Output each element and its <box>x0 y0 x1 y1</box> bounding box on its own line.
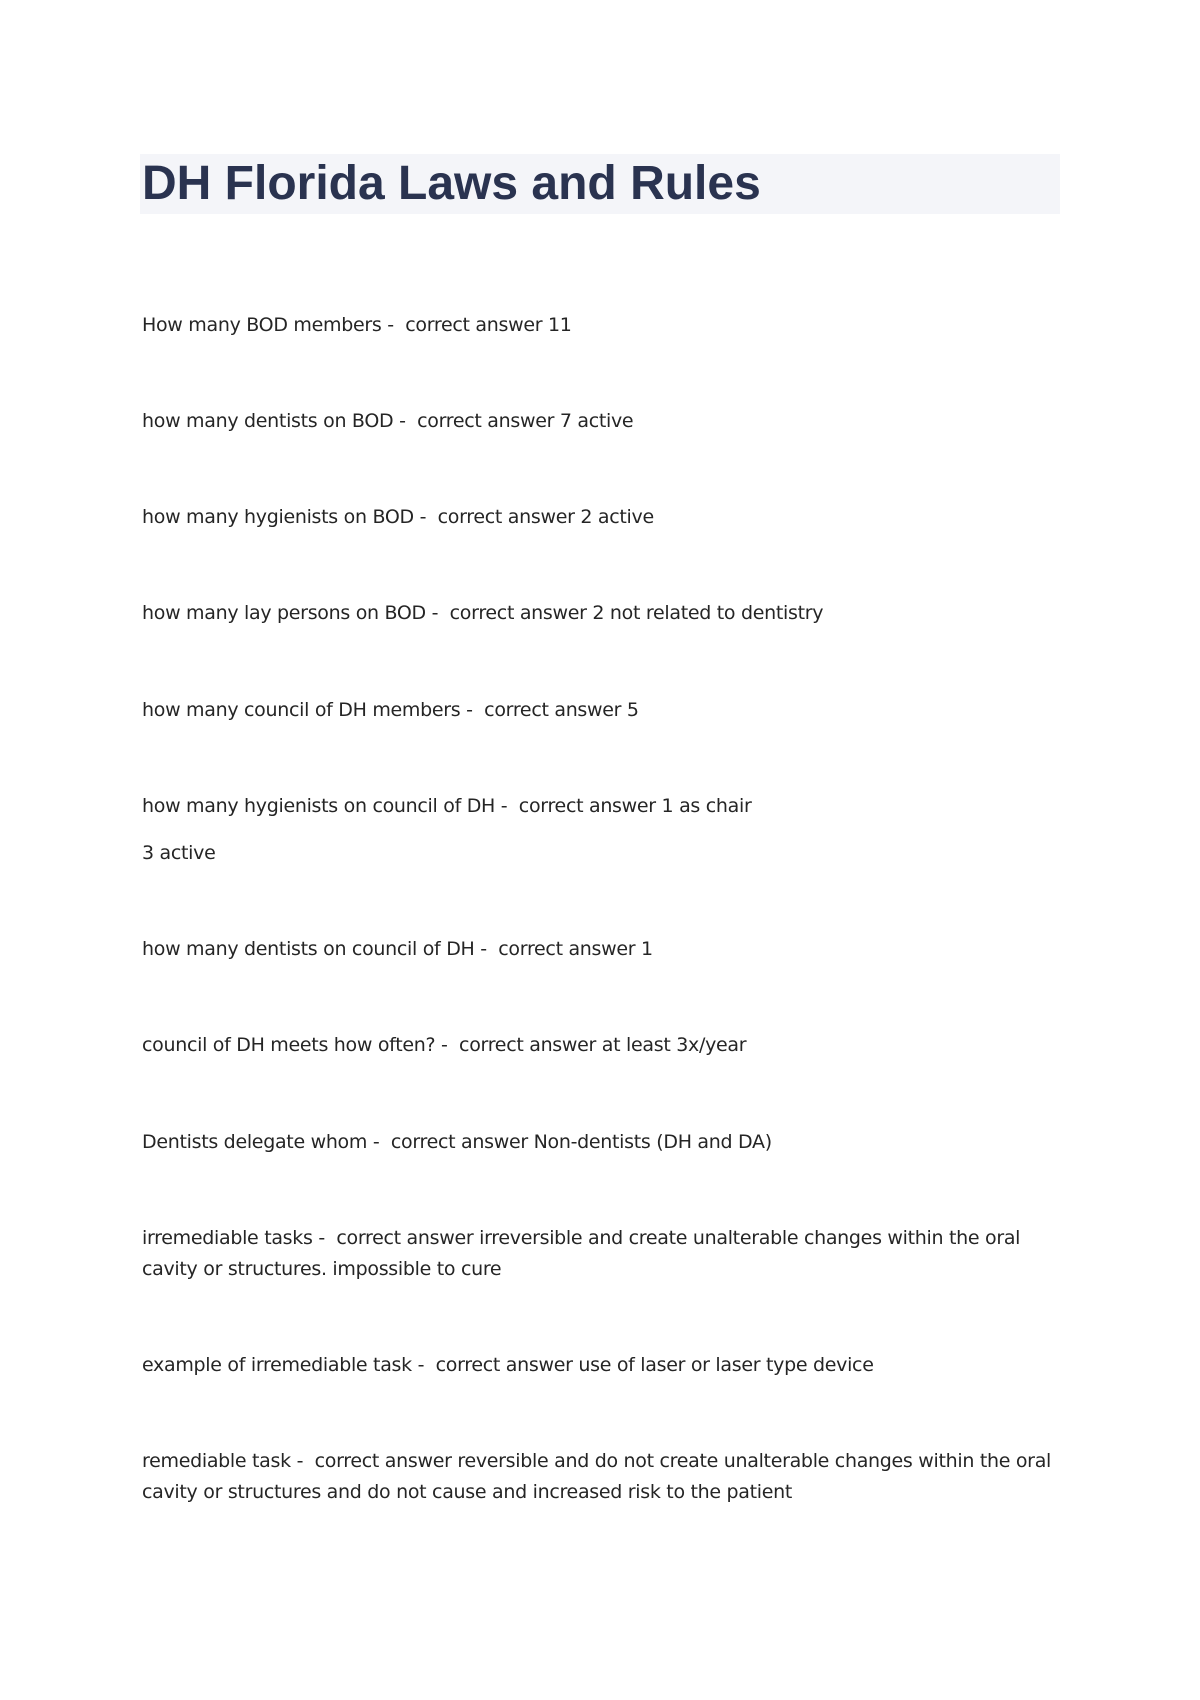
qa-answer: irreversible and create unalterable changes within the oral cavity or structures. impossible to cure <box>142 1227 1021 1280</box>
qa-item <box>142 502 1062 533</box>
qa-question: remediable task <box>142 1450 291 1472</box>
qa-separator: - correct answer <box>381 314 548 336</box>
qa-separator: - correct answer <box>413 506 581 528</box>
qa-separator: - correct answer <box>393 410 560 432</box>
qa-item <box>142 791 1062 869</box>
qa-answer: 1 as chair <box>661 795 752 817</box>
qa-item <box>142 1127 1062 1158</box>
qa-item <box>142 934 1062 965</box>
qa-answer: 2 active <box>580 506 654 528</box>
qa-question: how many council of DH members <box>142 699 461 721</box>
qa-item <box>142 598 1062 629</box>
qa-answer: 1 <box>641 938 653 960</box>
qa-answer-continuation: 3 active <box>142 842 216 864</box>
qa-question: how many hygienists on BOD <box>142 506 414 528</box>
qa-answer: 5 <box>626 699 639 721</box>
qa-question: how many hygienists on council of DH <box>142 795 496 817</box>
qa-separator: - correct answer <box>312 1227 480 1249</box>
qa-question: How many BOD members <box>142 314 382 336</box>
qa-first-line <box>142 791 1062 822</box>
qa-separator: - correct answer <box>411 1354 579 1376</box>
qa-answer: 11 <box>547 314 572 336</box>
qa-answer: at least 3x/year <box>601 1034 747 1056</box>
document-title: DH Florida Laws and Rules <box>142 157 761 210</box>
qa-question: irremediable tasks <box>142 1227 313 1249</box>
qa-answer: 2 not related to dentistry <box>592 602 824 624</box>
qa-answer: Non-dentists (DH and DA) <box>533 1131 772 1153</box>
qa-answer: reversible and do not create unalterable changes within the oral cavity or structures and do not cause and increased risk to the patient <box>142 1450 1052 1503</box>
qa-separator: - correct answer <box>425 602 593 624</box>
qa-separator: - correct answer <box>435 1034 602 1056</box>
qa-separator: - correct answer <box>474 938 642 960</box>
qa-item <box>142 1350 1062 1381</box>
qa-answer: 7 active <box>559 410 634 432</box>
qa-item <box>142 695 1062 726</box>
qa-separator: - correct answer <box>460 699 627 721</box>
qa-answer: use of laser or laser type device <box>578 1354 874 1376</box>
qa-item <box>142 1030 1062 1061</box>
qa-item <box>142 1223 1062 1285</box>
qa-question: council of DH meets how often? <box>142 1034 436 1056</box>
qa-item <box>142 406 1062 437</box>
qa-question: example of irremediable task <box>142 1354 412 1376</box>
qa-item <box>142 310 1062 341</box>
qa-question: Dentists delegate whom <box>142 1131 368 1153</box>
qa-question: how many dentists on BOD <box>142 410 394 432</box>
qa-item <box>142 1446 1062 1508</box>
qa-question: how many dentists on council of DH <box>142 938 475 960</box>
qa-question: how many lay persons on BOD <box>142 602 426 624</box>
qa-separator: - correct answer <box>367 1131 534 1153</box>
qa-separator: - correct answer <box>495 795 662 817</box>
qa-separator: - correct answer <box>290 1450 458 1472</box>
